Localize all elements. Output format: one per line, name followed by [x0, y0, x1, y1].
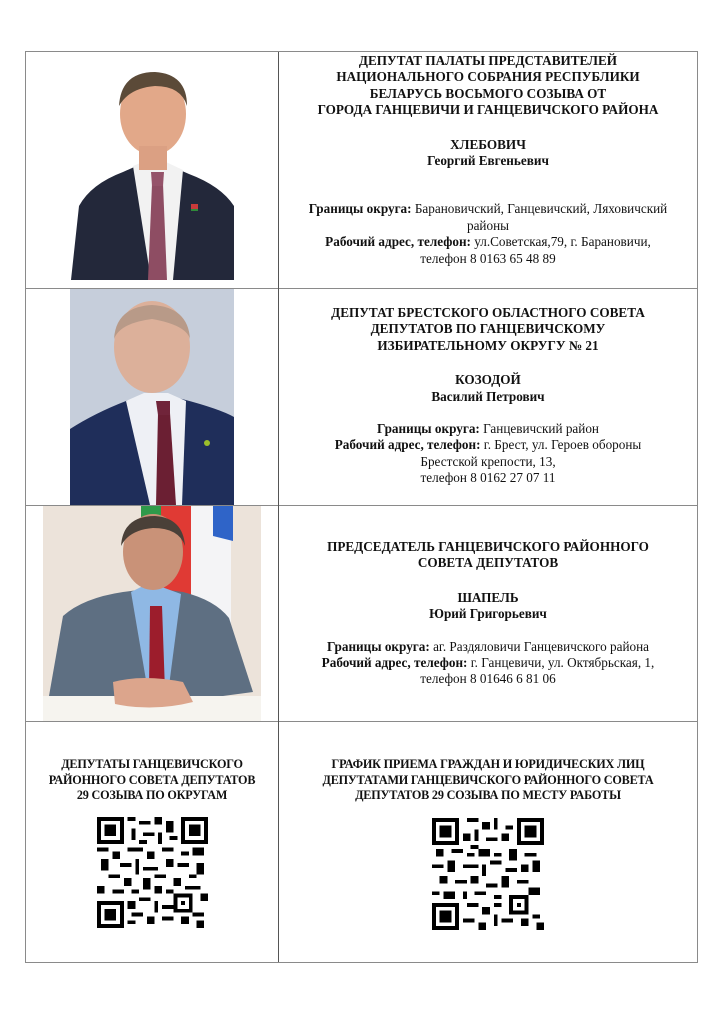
given-names: Василий Петрович: [431, 388, 545, 404]
position-title: ДЕПУТАТ ПАЛАТЫ ПРЕДСТАВИТЕЛЕЙ НАЦИОНАЛЬНОГО СОБРАНИЯ РЕСПУБЛИКИ БЕЛАРУСЬ ВОСЬМОГО СОЗЫВА ОТ ГОРОДА ГАНЦЕВИЧИ И ГАНЦЕВИЧСКОГО РАЙОНА: [317, 53, 659, 118]
given-names: Юрий Григорьевич: [429, 606, 547, 622]
phone: телефон 8 01646 6 81 06: [420, 671, 556, 687]
position-title: ДЕПУТАТ БРЕСТСКОГО ОБЛАСТНОГО СОВЕТА ДЕПУТАТОВ ПО ГАНЦЕВИЧСКОМУ ИЗБИРАТЕЛЬНОМУ ОКРУГУ № 21: [331, 305, 645, 353]
surname: ШАПЕЛЬ: [457, 589, 519, 605]
qr-code-deputies-by-district[interactable]: [97, 817, 208, 928]
surname: ХЛЕБОВИЧ: [450, 136, 526, 152]
phone: телефон 8 0162 27 07 11: [420, 470, 556, 486]
position-title: ПРЕДСЕДАТЕЛЬ ГАНЦЕВИЧСКОГО РАЙОННОГО СОВЕТА ДЕПУТАТОВ: [327, 539, 649, 571]
chairman-info-shapel: [279, 539, 697, 688]
surname: КОЗОДОЙ: [455, 372, 521, 388]
given-names: Георгий Евгеньевич: [427, 153, 549, 169]
district-boundaries: Границы округа: Барановичский, Ганцевичский, Ляховичский: [308, 201, 668, 217]
district-boundaries: Границы округа: Ганцевичский район: [377, 421, 599, 437]
work-address: Рабочий адрес, телефон: г. Ганцевичи, ул. Октябрьская, 1,: [321, 655, 655, 671]
district-boundaries: Границы округа: аг. Раздяловичи Ганцевичского района: [326, 638, 650, 654]
qr-title-reception-schedule: ГРАФИК ПРИЕМА ГРАЖДАН И ЮРИДИЧЕСКИХ ЛИЦ ДЕПУТАТАМИ ГАНЦЕВИЧСКОГО РАЙОННОГО СОВЕТА ДЕПУТАТОВ 29 СОЗЫВА ПО МЕСТУ РАБОТЫ: [322, 757, 654, 802]
qr-title-deputies-by-district: ДЕПУТАТЫ ГАНЦЕВИЧСКОГО РАЙОННОГО СОВЕТА ДЕПУТАТОВ 29 СОЗЫВА ПО ОКРУГАМ: [48, 757, 256, 802]
phone: телефон 8 0163 65 48 89: [420, 250, 556, 266]
deputy-photo-khlebovich: [71, 66, 234, 280]
deputy-photo-kozodoy: [70, 289, 234, 505]
work-address: Рабочий адрес, телефон: ул.Советская,79, г. Барановичи,: [325, 234, 651, 250]
row-divider: [26, 721, 697, 722]
deputy-info-khlebovich: ДЕПУТАТ ПАЛАТЫ ПРЕДСТАВИТЕЛЕЙ НАЦИОНАЛЬНОГО СОБРАНИЯ РЕСПУБЛИКИ БЕЛАРУСЬ ВОСЬМОГО СОЗЫВА ОТ ГОРОДА ГАНЦЕВИЧИ И ГАНЦЕВИЧСКОГО РАЙОНА ХЛЕБОВИЧ Георгий Евгеньевич Границы округа: Барановичский, Ганцевичский, Ляховичский районы Рабочий адрес, телефон: ул.Советская,79, г. Барановичи, телефон 8 0163 65 48 89: [279, 53, 697, 267]
deputy-info-kozodoy: ДЕПУТАТ БРЕСТСКОГО ОБЛАСТНОГО СОВЕТА ДЕПУТАТОВ ПО ГАНЦЕВИЧСКОМУ ИЗБИРАТЕЛЬНОМУ ОКРУГУ № 21 КОЗОДОЙ Василий Петрович Границы округа: Ганцевичский район Рабочий адрес, телефон: г. Брест, ул. Героев обороны Брестской крепости, 13, телефон 8 0162 27 07 11: [279, 305, 697, 487]
qr-code-reception-schedule[interactable]: [432, 818, 544, 930]
deputy-photo-shapel: [43, 506, 261, 721]
work-address: Рабочий адрес, телефон: г. Брест, ул. Героев обороны: [334, 437, 642, 453]
